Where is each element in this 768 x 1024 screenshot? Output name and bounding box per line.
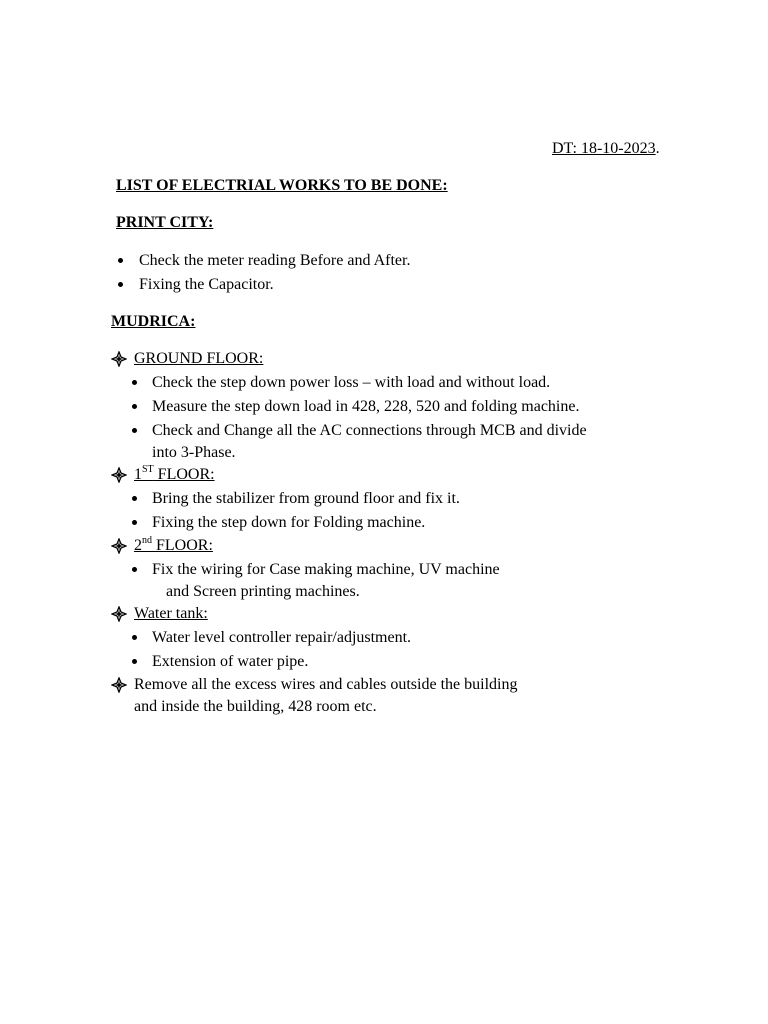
second-floor-superscript: nd [142, 534, 152, 546]
mudrica-heading: MUDRICA: [111, 313, 196, 330]
bullet-dot-icon [132, 635, 137, 640]
second-floor-item: Fix the wiring for Case making machine, UV machine [152, 561, 500, 578]
diamond-bullet-icon [111, 606, 127, 622]
ground-floor-item-continuation: into 3-Phase. [152, 444, 236, 461]
bullet-dot-icon [132, 659, 137, 664]
second-floor-item-continuation: and Screen printing machines. [166, 583, 360, 600]
diamond-bullet-icon [111, 677, 127, 693]
water-tank-item: Water level controller repair/adjustment. [152, 629, 412, 646]
bullet-dot-icon [132, 567, 137, 572]
first-floor-superscript: ST [142, 463, 154, 475]
ground-floor-item: Check and Change all the AC connections through MCB and divide [152, 422, 587, 439]
bullet-dot-icon [132, 380, 137, 385]
ground-floor-heading: GROUND FLOOR: [134, 350, 264, 367]
remove-wires-item: Remove all the excess wires and cables outside the building [134, 676, 518, 693]
print-city-heading: PRINT CITY: [116, 214, 214, 231]
print-city-item: Check the meter reading Before and After. [139, 252, 411, 269]
bullet-dot-icon [132, 428, 137, 433]
bullet-dot-icon [118, 258, 123, 263]
diamond-bullet-icon [111, 538, 127, 554]
first-floor-item: Fixing the step down for Folding machine. [152, 514, 426, 531]
remove-wires-item-continuation: and inside the building, 428 room etc. [134, 698, 377, 715]
bullet-dot-icon [132, 404, 137, 409]
second-floor-heading [134, 535, 213, 557]
first-floor-label: FLOOR: [153, 466, 215, 483]
document-date [552, 139, 660, 159]
diamond-bullet-icon [111, 351, 127, 367]
document-title: LIST OF ELECTRIAL WORKS TO BE DONE: [116, 177, 448, 194]
bullet-dot-icon [132, 496, 137, 501]
bullet-dot-icon [118, 282, 123, 287]
print-city-item: Fixing the Capacitor. [139, 276, 274, 293]
second-floor-number: 2 [134, 537, 142, 554]
date-suffix: . [655, 140, 660, 157]
date-label: DT: 18-10-2023 [552, 140, 656, 157]
diamond-bullet-icon [111, 467, 127, 483]
bullet-dot-icon [132, 520, 137, 525]
second-floor-label: FLOOR: [152, 537, 213, 554]
water-tank-item: Extension of water pipe. [152, 653, 309, 670]
ground-floor-item: Check the step down power loss – with load and without load. [152, 374, 551, 391]
first-floor-item: Bring the stabilizer from ground floor and fix it. [152, 490, 460, 507]
water-tank-heading: Water tank: [134, 605, 208, 622]
first-floor-number: 1 [134, 466, 142, 483]
first-floor-heading [134, 464, 215, 486]
ground-floor-item: Measure the step down load in 428, 228, 520 and folding machine. [152, 398, 580, 415]
